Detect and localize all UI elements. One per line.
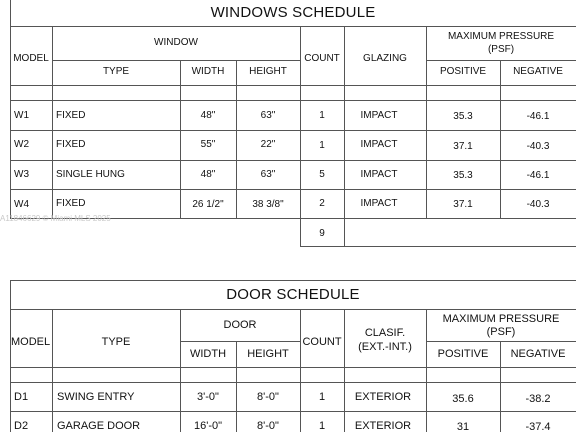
rule: [52, 60, 300, 61]
door-width: 3'-0": [197, 391, 219, 403]
door-model: D2: [14, 420, 29, 432]
rule: [10, 382, 576, 383]
window-height: 63": [260, 169, 276, 180]
col-header-count: COUNT: [304, 53, 340, 64]
window-width: 26 1/2": [192, 199, 224, 210]
door-clasif: EXTERIOR: [354, 420, 412, 432]
door-clasif: EXTERIOR: [354, 391, 412, 403]
col-header-positive: POSITIVE: [437, 348, 489, 360]
col-header-max-pressure: MAXIMUM PRESSURE: [442, 313, 560, 325]
rule: [10, 0, 11, 218]
window-type: SINGLE HUNG: [56, 169, 125, 180]
window-glazing: IMPACT: [360, 110, 398, 121]
col-header-width: WIDTH: [189, 348, 227, 360]
door-type: SWING ENTRY: [57, 391, 135, 403]
col-header-glazing: GLAZING: [363, 53, 407, 64]
window-width: 48": [200, 169, 216, 180]
rule: [180, 341, 300, 342]
col-header-type: TYPE: [102, 66, 130, 77]
window-model: W4: [14, 199, 29, 210]
col-header-psf: (PSF): [486, 326, 516, 338]
door-negative: -37.4: [525, 421, 551, 433]
window-type: FIXED: [56, 198, 86, 209]
window-width: 55": [200, 139, 216, 150]
rule: [426, 60, 576, 61]
rule: [426, 341, 576, 342]
rule: [10, 160, 576, 161]
rule: [10, 280, 576, 281]
rule: [10, 367, 576, 368]
col-header-model: MODEL: [13, 53, 49, 64]
door-height: 8'-0": [257, 391, 279, 403]
col-header-negative: NEGATIVE: [510, 348, 566, 360]
window-model: W1: [14, 110, 29, 121]
door-type: GARAGE DOOR: [57, 420, 141, 432]
window-positive: 35.3: [453, 111, 473, 122]
col-header-negative: NEGATIVE: [513, 66, 563, 77]
window-total-count: 9: [319, 228, 325, 239]
door-model: D1: [14, 391, 29, 403]
window-height: 38 3/8": [252, 199, 284, 210]
window-count: 1: [319, 110, 325, 121]
col-header-height: HEIGHT: [247, 348, 289, 360]
door-positive: 35.6: [452, 393, 474, 405]
window-negative: -46.1: [526, 111, 550, 122]
window-width: 48": [200, 110, 216, 121]
window-positive: 35.3: [453, 170, 473, 181]
door-count: 1: [318, 420, 326, 432]
col-header-psf: (PSF): [487, 44, 515, 55]
window-glazing: IMPACT: [360, 139, 398, 150]
window-type: FIXED: [56, 139, 86, 150]
rule: [344, 246, 576, 247]
window-glazing: IMPACT: [360, 198, 398, 209]
door-schedule-title: DOOR SCHEDULE: [226, 286, 360, 303]
window-count: 1: [319, 140, 325, 151]
rule: [10, 189, 576, 190]
window-height: 22": [260, 139, 276, 150]
window-negative: -46.1: [526, 170, 550, 181]
door-height: 8'-0": [257, 420, 279, 432]
col-header-count: COUNT: [302, 336, 342, 348]
rule: [52, 309, 53, 432]
rule: [10, 309, 576, 310]
door-width: 16'-0": [193, 420, 223, 432]
col-header-ext-int: (EXT.-INT.): [358, 341, 412, 353]
window-model: W3: [14, 169, 29, 180]
door-positive: 31: [456, 421, 470, 433]
window-positive: 37.1: [453, 141, 473, 152]
windows-schedule-title: WINDOWS SCHEDULE: [210, 4, 376, 21]
col-header-width: WIDTH: [191, 66, 225, 77]
col-header-type: TYPE: [101, 336, 131, 348]
rule: [52, 26, 53, 218]
col-header-window: WINDOW: [154, 37, 198, 48]
col-header-max-pressure: MAXIMUM PRESSURE: [447, 31, 555, 42]
rule: [10, 130, 576, 131]
rule: [10, 411, 576, 412]
window-negative: -40.3: [526, 199, 550, 210]
rule: [10, 100, 576, 101]
col-header-door: DOOR: [223, 319, 257, 331]
col-header-height: HEIGHT: [249, 66, 287, 77]
watermark: A11846629 © Miami MLS 2025: [0, 214, 111, 223]
door-count: 1: [318, 391, 326, 403]
window-count: 2: [319, 198, 325, 209]
window-positive: 37.1: [453, 199, 473, 210]
col-header-clasif: CLASIF.: [364, 327, 406, 339]
rule: [10, 85, 576, 86]
col-header-model: MODEL: [11, 336, 51, 348]
window-negative: -40.3: [526, 141, 550, 152]
window-count: 5: [319, 169, 325, 180]
window-model: W2: [14, 139, 29, 150]
rule: [300, 246, 344, 247]
col-header-positive: POSITIVE: [439, 66, 487, 77]
window-glazing: IMPACT: [360, 169, 398, 180]
rule: [300, 309, 301, 432]
door-negative: -38.2: [525, 393, 551, 405]
window-type: FIXED: [56, 110, 86, 121]
window-height: 63": [260, 110, 276, 121]
rule: [10, 26, 576, 27]
rule: [500, 60, 501, 218]
